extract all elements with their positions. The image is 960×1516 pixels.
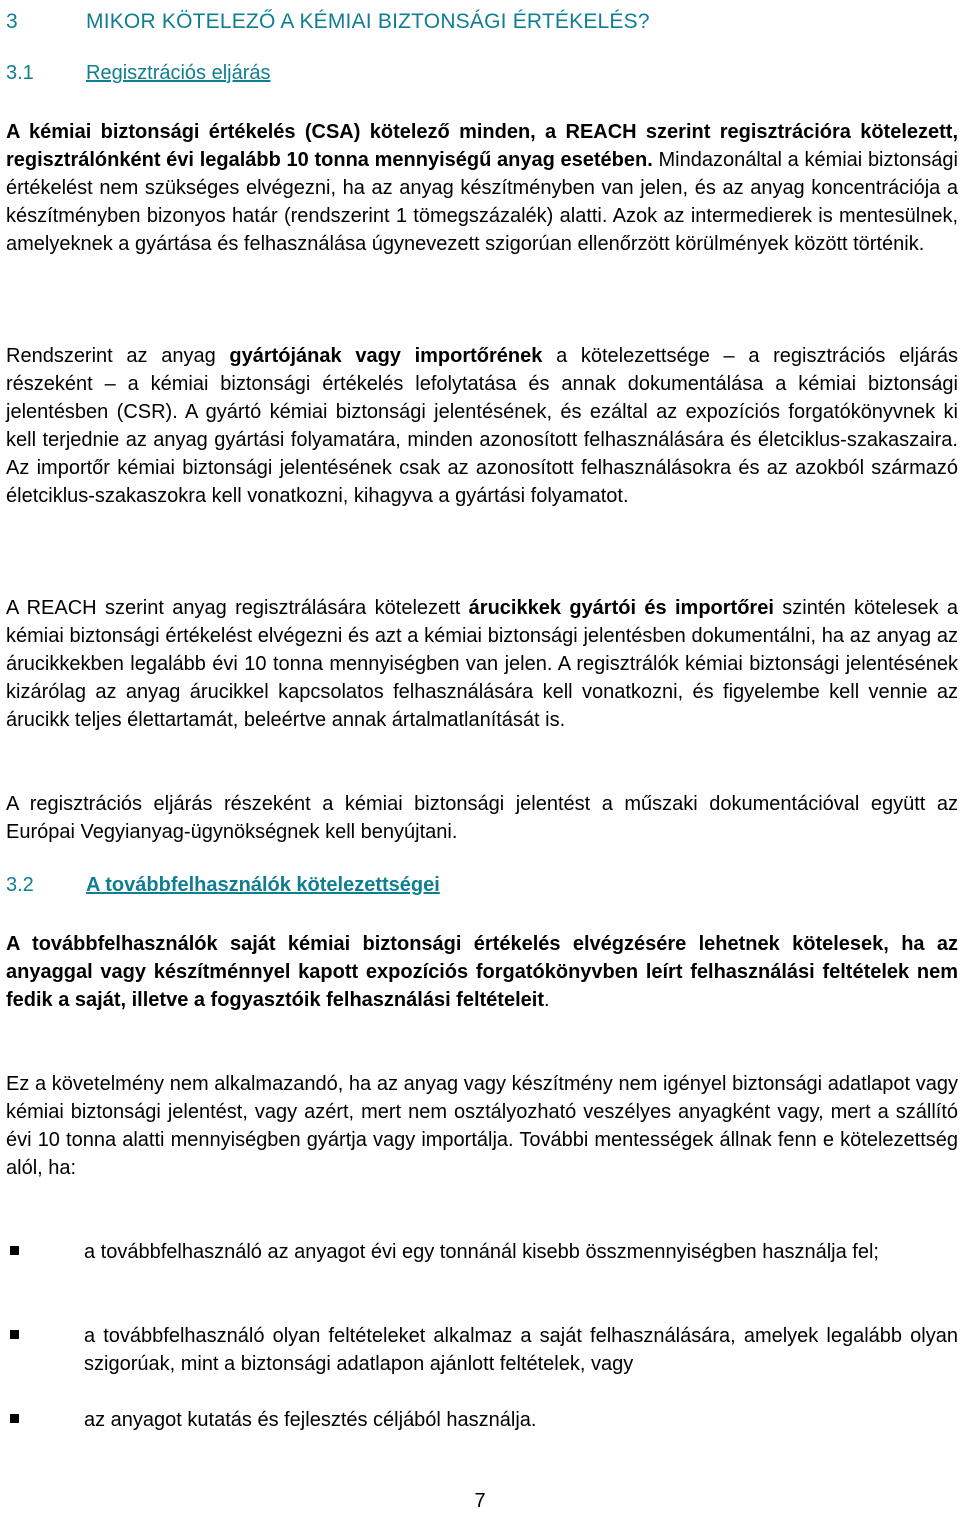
paragraph-text: Mindazonáltal a kémiai biztonsági értékelést nem szükséges elvégezni, ha az anyag készítményben van jelen, és az anyag koncentrációja a készítményben bizonyos határ (rendszerint 1 tömegszázalék) alatti. Azok az intermedierek is mentesülnek, amelyeknek a gyártása és felhasználása úgynevezett szigorúan ellenőrzött körülmények között történik. <box>6 149 958 255</box>
paragraph-bold: gyártójának vagy importőrének <box>229 345 543 367</box>
section-heading-3 <box>6 10 650 34</box>
paragraph-text: szintén kötelesek a kémiai biztonsági értékelést elvégezni és azt a kémiai biztonsági jelentésben dokumentálni, ha az anyag az árucikkekben legalább évi 10 tonna mennyiségben van jelen. A regisztrálók kémiai biztonsági jelentésének kizárólag az anyag árucikkel kapcsolatos felhasználására kell vonatkozni, és figyelembe kell vennie az árucikk teljes élettartamát, beleértve annak ártalmatlanítását is. <box>6 597 958 731</box>
section-title: MIKOR KÖTELEZŐ A KÉMIAI BIZTONSÁGI ÉRTÉKELÉS? <box>86 10 650 33</box>
paragraph-text: . <box>544 989 550 1011</box>
paragraph-bold: A továbbfelhasználók saját kémiai biztonsági értékelés elvégzésére lehetnek kötelesek, ha az anyaggal vagy készítménnyel kapott expozíciós forgatókönyvben leírt felhasználási feltételek nem fedik a saját, illetve a fogyasztóik felhasználási feltételeit <box>6 933 958 1011</box>
list-item-text: az anyagot kutatás és fejlesztés céljából használja. <box>84 1409 537 1431</box>
paragraph-text: A REACH szerint anyag regisztrálására kötelezett <box>6 597 469 619</box>
section-number: 3 <box>6 10 18 33</box>
paragraph-exemptions: Ez a követelmény nem alkalmazandó, ha az anyag vagy készítmény nem igényel biztonsági adatlapot vagy kémiai biztonsági jelentést, vagy azért, mert nem osztályozható veszélyes anyagként vagy, mert a szállító évi 10 tonna alatti mennyiségben gyártja vagy importálja. További mentességek állnak fenn e kötelezettség alól, ha: <box>6 1073 958 1179</box>
paragraph-bold: A kémiai biztonsági értékelés (CSA) kötelező minden, a REACH szerint regisztrációra kötelezett, regisztrálónként évi legalább 10 tonna mennyiségű anyag esetében. <box>6 121 958 171</box>
bullet-square-icon <box>10 1414 19 1423</box>
subsection-title: A továbbfelhasználók kötelezettségei <box>86 874 440 896</box>
list-item <box>6 1238 958 1266</box>
paragraph-csa-mandatory <box>6 118 958 258</box>
subsection-number: 3.1 <box>6 62 34 84</box>
list-item <box>6 1406 958 1434</box>
paragraph-articles <box>6 594 958 734</box>
subsection-title: Regisztrációs eljárás <box>86 62 271 84</box>
subsection-heading-3-1 <box>6 62 271 85</box>
bullet-square-icon <box>10 1330 19 1339</box>
paragraph-bold: árucikkek gyártói és importőrei <box>468 597 774 619</box>
paragraph-manufacturer-obligation <box>6 342 958 510</box>
paragraph-downstream-users <box>6 930 958 1014</box>
subsection-heading-3-2 <box>6 874 440 897</box>
paragraph-text: a kötelezettsége – a regisztrációs eljárás részeként – a kémiai biztonsági értékelés lefolytatása és annak dokumentálása a kémiai biztonsági jelentésben (CSR). A gyártó kémiai biztonsági jelentésének, és ezáltal az expozíciós forgatókönyvnek ki kell terjednie az anyag gyártási folyamatára, minden azonosított felhasználására és életciklus-szakaszaira. Az importőr kémiai biztonsági jelentésének csak az azonosított felhasználásokra és az azokból származó életciklus-szakaszokra kell vonatkozni, kihagyva a gyártási folyamatot. <box>6 345 958 507</box>
paragraph-text: Rendszerint az anyag <box>6 345 230 367</box>
list-item-text: a továbbfelhasználó az anyagot évi egy tonnánál kisebb összmennyiségben használja fel; <box>84 1241 879 1263</box>
bullet-square-icon <box>10 1246 19 1255</box>
page-number: 7 <box>474 1490 486 1512</box>
list-item <box>6 1322 958 1378</box>
subsection-number: 3.2 <box>6 874 34 896</box>
list-item-text: a továbbfelhasználó olyan feltételeket alkalmaz a saját felhasználására, amelyek legalább olyan szigorúak, mint a biztonsági adatlapon ajánlott feltételek, vagy <box>84 1325 958 1375</box>
paragraph-submission: A regisztrációs eljárás részeként a kémiai biztonsági jelentést a műszaki dokumentációval együtt az Európai Vegyianyag-ügynökségnek kell benyújtani. <box>6 793 958 843</box>
